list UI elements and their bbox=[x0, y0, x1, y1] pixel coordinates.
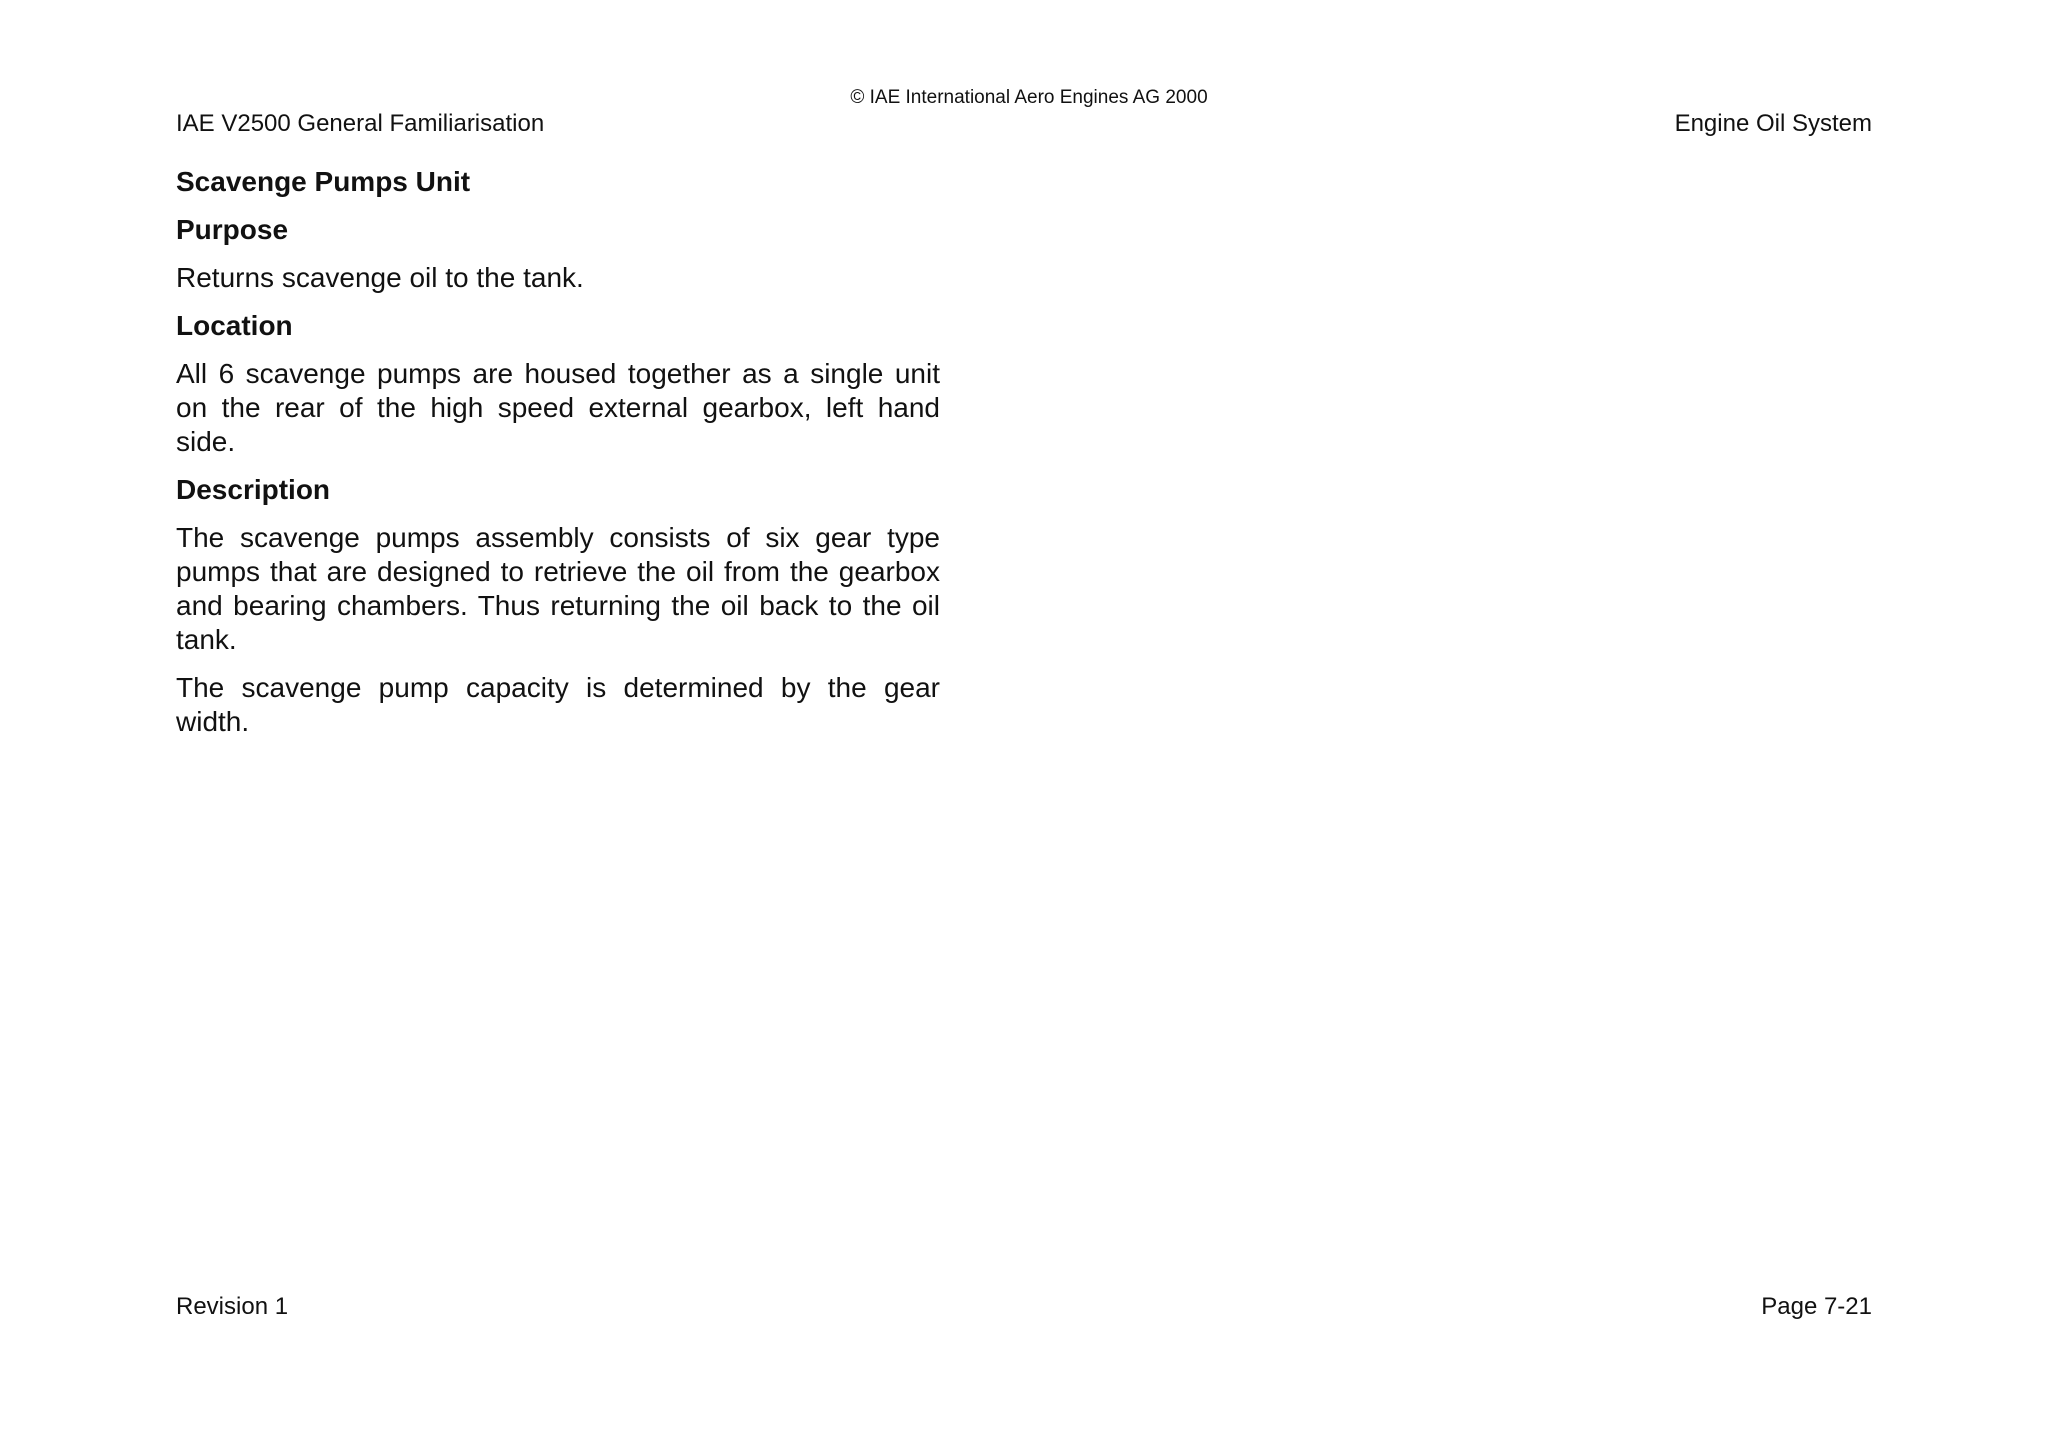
revision-label: Revision 1 bbox=[176, 1293, 289, 1320]
location-text: All 6 scavenge pumps are housed together as a single unit on the rear of the high speed external gearbox, left hand side. bbox=[176, 358, 940, 457]
page-content bbox=[176, 165, 940, 753]
document-title: IAE V2500 General Familiarisation bbox=[176, 110, 545, 137]
description-text-1: The scavenge pumps assembly consists of six gear type pumps that are designed to retrieve the oil from the gearbox and bearing chambers. Thus returning the oil back to the oil tank. bbox=[176, 522, 940, 655]
description-heading: Description bbox=[176, 474, 331, 505]
location-heading: Location bbox=[176, 310, 293, 341]
copyright-notice bbox=[0, 87, 2048, 109]
purpose-heading: Purpose bbox=[176, 214, 289, 245]
purpose-text: Returns scavenge oil to the tank. bbox=[176, 262, 584, 293]
page-number: Page 7-21 bbox=[1761, 1293, 1872, 1320]
description-text-2: The scavenge pump capacity is determined by the gear width. bbox=[176, 672, 940, 737]
copyright-text: © IAE International Aero Engines AG 2000 bbox=[850, 87, 1208, 108]
section-title: Scavenge Pumps Unit bbox=[176, 166, 471, 197]
chapter-title: Engine Oil System bbox=[1674, 110, 1872, 137]
